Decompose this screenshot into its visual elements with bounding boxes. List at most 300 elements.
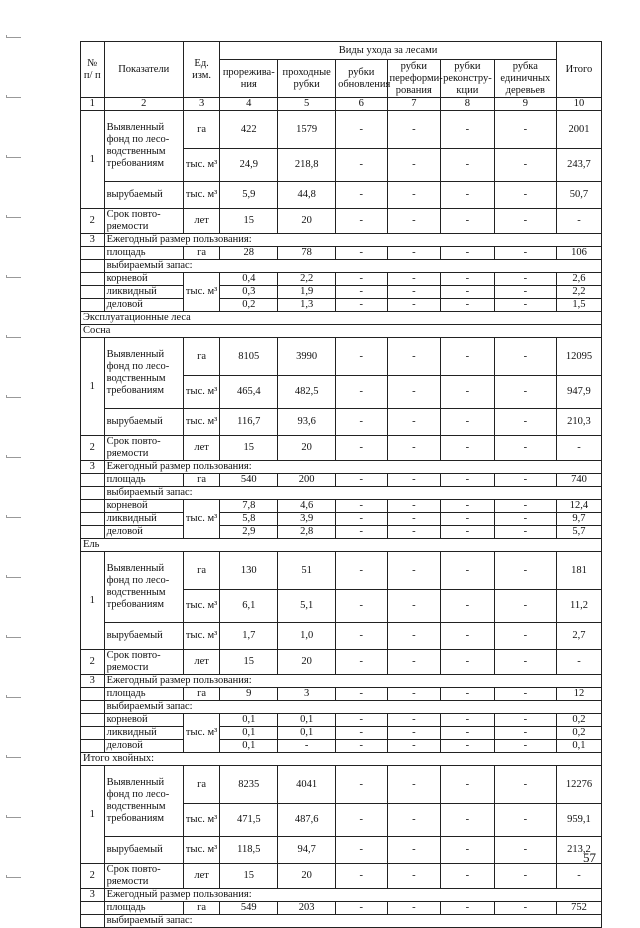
header-reconstr: рубки реконстру- кции	[441, 60, 495, 98]
table-row	[81, 299, 602, 312]
value-cell: 5,7	[556, 526, 601, 539]
value-cell: -	[336, 902, 387, 915]
header-number: 6	[336, 98, 387, 111]
value-cell: -	[336, 623, 387, 650]
root-label: корневой	[104, 273, 183, 286]
value-cell: 12,4	[556, 500, 601, 513]
value-cell: -	[336, 500, 387, 513]
value-cell: -	[336, 299, 387, 312]
value-cell: -	[336, 740, 387, 753]
value-cell: -	[441, 182, 495, 209]
table-row	[81, 766, 602, 804]
value-cell: -	[441, 526, 495, 539]
value-cell: -	[494, 299, 556, 312]
value-cell: -	[441, 299, 495, 312]
header-number: 9	[494, 98, 556, 111]
unit-cell: тыс. м³	[183, 500, 219, 539]
area-label: площадь	[104, 902, 183, 915]
fund-label: Выявленный фонд по лесо- водственным требованиям	[104, 552, 183, 623]
value-cell: -	[387, 740, 441, 753]
value-cell: 1579	[278, 111, 336, 149]
value-cell: -	[336, 182, 387, 209]
value-cell: 2,2	[556, 286, 601, 299]
table-row	[81, 539, 602, 552]
value-cell: -	[387, 766, 441, 804]
table-row	[81, 209, 602, 234]
header-reform: рубки переформи- рования	[387, 60, 441, 98]
unit-cell: тыс. м³	[183, 376, 219, 409]
value-cell: -	[336, 149, 387, 182]
table-row	[81, 247, 602, 260]
value-cell: 487,6	[278, 804, 336, 837]
business-label: деловой	[104, 526, 183, 539]
value-cell: -	[336, 513, 387, 526]
value-cell: -	[441, 376, 495, 409]
row-number: 1	[81, 338, 105, 436]
value-cell: 12	[556, 688, 601, 701]
forest-care-table	[80, 41, 602, 928]
table-row	[81, 688, 602, 701]
value-cell: -	[441, 474, 495, 487]
value-cell: 2,9	[220, 526, 278, 539]
value-cell: 116,7	[220, 409, 278, 436]
table-row	[81, 260, 602, 273]
unit-cell: га	[183, 688, 219, 701]
value-cell: -	[387, 526, 441, 539]
header-number: 8	[441, 98, 495, 111]
table-row	[81, 234, 602, 247]
value-cell: 5,1	[278, 590, 336, 623]
page-number: 57	[583, 850, 596, 865]
value-cell: 15	[220, 436, 278, 461]
header-number: 10	[556, 98, 601, 111]
stock-label: выбираемый запас:	[104, 260, 601, 273]
stock-label: выбираемый запас:	[104, 915, 601, 928]
value-cell: 20	[278, 209, 336, 234]
row-number: 3	[81, 461, 105, 474]
header-number: 1	[81, 98, 105, 111]
value-cell: 0,3	[220, 286, 278, 299]
value-cell: 549	[220, 902, 278, 915]
stock-label: выбираемый запас:	[104, 487, 601, 500]
value-cell: -	[494, 727, 556, 740]
value-cell: -	[336, 864, 387, 889]
value-cell: -	[387, 409, 441, 436]
value-cell: 78	[278, 247, 336, 260]
table-row	[81, 552, 602, 590]
empty-cell	[81, 688, 105, 701]
value-cell: -	[336, 688, 387, 701]
value-cell: -	[441, 727, 495, 740]
value-cell: -	[494, 111, 556, 149]
liquid-label: ликвидный	[104, 513, 183, 526]
period-label: Срок повто- ряемости	[104, 650, 183, 675]
value-cell: 44,8	[278, 182, 336, 209]
unit-cell: тыс. м³	[183, 623, 219, 650]
unit-cell: тыс. м³	[183, 273, 219, 312]
value-cell: 4,6	[278, 500, 336, 513]
header-single: рубка единичных деревьев	[494, 60, 556, 98]
value-cell: 118,5	[220, 837, 278, 864]
table-row	[81, 727, 602, 740]
annual-label: Ежегодный размер пользования:	[104, 234, 601, 247]
value-cell: -	[387, 590, 441, 623]
value-cell: -	[387, 804, 441, 837]
empty-cell	[81, 526, 105, 539]
table-row	[81, 623, 602, 650]
unit-cell: га	[183, 766, 219, 804]
value-cell: -	[441, 766, 495, 804]
value-cell: -	[494, 376, 556, 409]
value-cell: -	[441, 273, 495, 286]
value-cell: 94,7	[278, 837, 336, 864]
value-cell: -	[387, 650, 441, 675]
value-cell: -	[441, 338, 495, 376]
value-cell: 28	[220, 247, 278, 260]
value-cell: 947,9	[556, 376, 601, 409]
table-row	[81, 740, 602, 753]
value-cell: -	[494, 804, 556, 837]
empty-cell	[81, 915, 105, 928]
value-cell: 51	[278, 552, 336, 590]
value-cell: -	[336, 766, 387, 804]
value-cell: -	[336, 247, 387, 260]
value-cell: -	[441, 286, 495, 299]
value-cell: 0,1	[278, 727, 336, 740]
empty-cell	[81, 286, 105, 299]
value-cell: 11,2	[556, 590, 601, 623]
value-cell: 0,4	[220, 273, 278, 286]
section-title: Эксплуатационные леса	[81, 312, 602, 325]
value-cell: 106	[556, 247, 601, 260]
value-cell: -	[441, 513, 495, 526]
binding-marks	[0, 0, 30, 905]
value-cell: -	[494, 714, 556, 727]
value-cell: 210,3	[556, 409, 601, 436]
value-cell: 0,2	[556, 727, 601, 740]
empty-cell	[81, 740, 105, 753]
table-row	[81, 889, 602, 902]
value-cell: -	[336, 837, 387, 864]
header-renewal: рубки обновления	[336, 60, 387, 98]
table-row	[81, 436, 602, 461]
value-cell: -	[336, 474, 387, 487]
value-cell: 213,2	[556, 837, 601, 864]
value-cell: -	[387, 209, 441, 234]
unit-cell: тыс. м³	[183, 149, 219, 182]
value-cell: 50,7	[556, 182, 601, 209]
empty-cell	[81, 487, 105, 500]
value-cell: 15	[220, 864, 278, 889]
value-cell: -	[336, 376, 387, 409]
value-cell: -	[494, 273, 556, 286]
unit-cell: тыс. м³	[183, 182, 219, 209]
value-cell: 12276	[556, 766, 601, 804]
value-cell: 3	[278, 688, 336, 701]
header-unit: Ед. изм.	[183, 42, 219, 98]
value-cell: 243,7	[556, 149, 601, 182]
value-cell: 540	[220, 474, 278, 487]
value-cell: 130	[220, 552, 278, 590]
business-label: деловой	[104, 299, 183, 312]
unit-cell: га	[183, 111, 219, 149]
value-cell: -	[387, 338, 441, 376]
unit-cell: тыс. м³	[183, 804, 219, 837]
annual-label: Ежегодный размер пользования:	[104, 675, 601, 688]
value-cell: -	[336, 409, 387, 436]
row-number: 2	[81, 209, 105, 234]
value-cell: -	[387, 182, 441, 209]
table-row	[81, 111, 602, 149]
table-row	[81, 474, 602, 487]
value-cell: 959,1	[556, 804, 601, 837]
value-cell: -	[336, 650, 387, 675]
harvested-label: вырубаемый	[104, 409, 183, 436]
value-cell: 24,9	[220, 149, 278, 182]
table-row	[81, 837, 602, 864]
value-cell: -	[441, 804, 495, 837]
value-cell: 8235	[220, 766, 278, 804]
value-cell: 0,1	[278, 714, 336, 727]
value-cell: -	[441, 409, 495, 436]
value-cell: -	[441, 247, 495, 260]
value-cell: -	[441, 552, 495, 590]
value-cell: 9	[220, 688, 278, 701]
unit-cell: га	[183, 552, 219, 590]
unit-cell: лет	[183, 650, 219, 675]
value-cell: 93,6	[278, 409, 336, 436]
table-row	[81, 273, 602, 286]
value-cell: -	[387, 149, 441, 182]
value-cell: 15	[220, 209, 278, 234]
empty-cell	[81, 714, 105, 727]
empty-cell	[81, 727, 105, 740]
value-cell: 6,1	[220, 590, 278, 623]
value-cell: -	[494, 766, 556, 804]
value-cell: -	[494, 837, 556, 864]
empty-cell	[81, 273, 105, 286]
row-number: 2	[81, 864, 105, 889]
table-row	[81, 461, 602, 474]
value-cell: -	[387, 864, 441, 889]
value-cell: -	[494, 338, 556, 376]
value-cell: -	[336, 273, 387, 286]
row-number: 1	[81, 766, 105, 864]
value-cell: -	[278, 740, 336, 753]
value-cell: -	[387, 688, 441, 701]
empty-cell	[81, 299, 105, 312]
value-cell: -	[494, 526, 556, 539]
value-cell: -	[336, 526, 387, 539]
table-row	[81, 338, 602, 376]
value-cell: 2,2	[278, 273, 336, 286]
row-number: 3	[81, 234, 105, 247]
value-cell: 181	[556, 552, 601, 590]
unit-cell: тыс. м³	[183, 837, 219, 864]
harvested-label: вырубаемый	[104, 623, 183, 650]
header-group: Виды ухода за лесами	[220, 42, 557, 60]
table-row	[81, 675, 602, 688]
value-cell: 7,8	[220, 500, 278, 513]
table-row	[81, 182, 602, 209]
value-cell: -	[387, 837, 441, 864]
table-row	[81, 753, 602, 766]
value-cell: -	[441, 837, 495, 864]
value-cell: -	[494, 182, 556, 209]
row-number: 2	[81, 436, 105, 461]
annual-label: Ежегодный размер пользования:	[104, 461, 601, 474]
value-cell: -	[387, 436, 441, 461]
value-cell: -	[336, 286, 387, 299]
value-cell: -	[556, 209, 601, 234]
section-title: Сосна	[81, 325, 602, 338]
value-cell: -	[336, 436, 387, 461]
value-cell: -	[494, 474, 556, 487]
value-cell: 3990	[278, 338, 336, 376]
value-cell: 1,5	[556, 299, 601, 312]
value-cell: 4041	[278, 766, 336, 804]
value-cell: -	[441, 209, 495, 234]
fund-label: Выявленный фонд по лесо- водственным требованиям	[104, 338, 183, 409]
period-label: Срок повто- ряемости	[104, 436, 183, 461]
value-cell: -	[387, 623, 441, 650]
empty-cell	[81, 247, 105, 260]
value-cell: 0,1	[220, 727, 278, 740]
value-cell: -	[441, 740, 495, 753]
root-label: корневой	[104, 500, 183, 513]
value-cell: -	[441, 688, 495, 701]
area-label: площадь	[104, 688, 183, 701]
value-cell: 20	[278, 864, 336, 889]
value-cell: 0,1	[220, 740, 278, 753]
value-cell: -	[441, 436, 495, 461]
value-cell: -	[494, 623, 556, 650]
value-cell: -	[387, 286, 441, 299]
empty-cell	[81, 701, 105, 714]
value-cell: -	[387, 273, 441, 286]
value-cell: -	[494, 740, 556, 753]
value-cell: 200	[278, 474, 336, 487]
value-cell: 482,5	[278, 376, 336, 409]
value-cell: 15	[220, 650, 278, 675]
value-cell: 8105	[220, 338, 278, 376]
unit-cell: га	[183, 247, 219, 260]
value-cell: 0,2	[556, 714, 601, 727]
value-cell: -	[387, 247, 441, 260]
section-title: Ель	[81, 539, 602, 552]
area-label: площадь	[104, 247, 183, 260]
business-label: деловой	[104, 740, 183, 753]
value-cell: 465,4	[220, 376, 278, 409]
value-cell: 2,6	[556, 273, 601, 286]
header-thinning: прорежива- ния	[220, 60, 278, 98]
value-cell: 752	[556, 902, 601, 915]
value-cell: -	[387, 376, 441, 409]
table-row	[81, 864, 602, 889]
table-row	[81, 714, 602, 727]
table-row	[81, 325, 602, 338]
value-cell: 9,7	[556, 513, 601, 526]
unit-cell: тыс. м³	[183, 409, 219, 436]
section-title: Итого хвойных:	[81, 753, 602, 766]
value-cell: -	[556, 436, 601, 461]
value-cell: -	[387, 727, 441, 740]
annual-label: Ежегодный размер пользования:	[104, 889, 601, 902]
value-cell: -	[494, 513, 556, 526]
empty-cell	[81, 513, 105, 526]
table-row	[81, 701, 602, 714]
empty-cell	[81, 260, 105, 273]
value-cell: -	[494, 688, 556, 701]
value-cell: 471,5	[220, 804, 278, 837]
value-cell: 0,1	[556, 740, 601, 753]
header-number: 3	[183, 98, 219, 111]
value-cell: 0,2	[220, 299, 278, 312]
period-label: Срок повто- ряемости	[104, 864, 183, 889]
value-cell: -	[494, 864, 556, 889]
value-cell: 218,8	[278, 149, 336, 182]
value-cell: 422	[220, 111, 278, 149]
unit-cell: лет	[183, 209, 219, 234]
unit-cell: тыс. м³	[183, 590, 219, 623]
empty-cell	[81, 500, 105, 513]
empty-cell	[81, 474, 105, 487]
row-number: 3	[81, 675, 105, 688]
value-cell: 740	[556, 474, 601, 487]
value-cell: -	[387, 552, 441, 590]
value-cell: -	[387, 513, 441, 526]
liquid-label: ликвидный	[104, 286, 183, 299]
value-cell: 20	[278, 650, 336, 675]
value-cell: -	[336, 552, 387, 590]
unit-cell: га	[183, 902, 219, 915]
area-label: площадь	[104, 474, 183, 487]
row-number: 2	[81, 650, 105, 675]
value-cell: -	[494, 247, 556, 260]
empty-cell	[81, 902, 105, 915]
value-cell: -	[387, 474, 441, 487]
value-cell: -	[336, 209, 387, 234]
value-cell: -	[441, 650, 495, 675]
table-row	[81, 650, 602, 675]
value-cell: 2001	[556, 111, 601, 149]
table-row	[81, 500, 602, 513]
value-cell: -	[441, 864, 495, 889]
table-row	[81, 513, 602, 526]
value-cell: 2,7	[556, 623, 601, 650]
period-label: Срок повто- ряемости	[104, 209, 183, 234]
value-cell: -	[336, 111, 387, 149]
harvested-label: вырубаемый	[104, 182, 183, 209]
value-cell: -	[441, 500, 495, 513]
value-cell: -	[494, 209, 556, 234]
value-cell: -	[336, 727, 387, 740]
unit-cell: тыс. м³	[183, 714, 219, 753]
value-cell: 2,8	[278, 526, 336, 539]
value-cell: 203	[278, 902, 336, 915]
header-no: № п/ п	[81, 42, 105, 98]
value-cell: -	[441, 714, 495, 727]
value-cell: -	[556, 650, 601, 675]
table-row	[81, 526, 602, 539]
fund-label: Выявленный фонд по лесо- водственным требованиям	[104, 111, 183, 182]
table-row	[81, 902, 602, 915]
unit-cell: лет	[183, 436, 219, 461]
header-number: 5	[278, 98, 336, 111]
header-passage: проходные рубки	[278, 60, 336, 98]
value-cell: -	[494, 286, 556, 299]
value-cell: -	[336, 714, 387, 727]
